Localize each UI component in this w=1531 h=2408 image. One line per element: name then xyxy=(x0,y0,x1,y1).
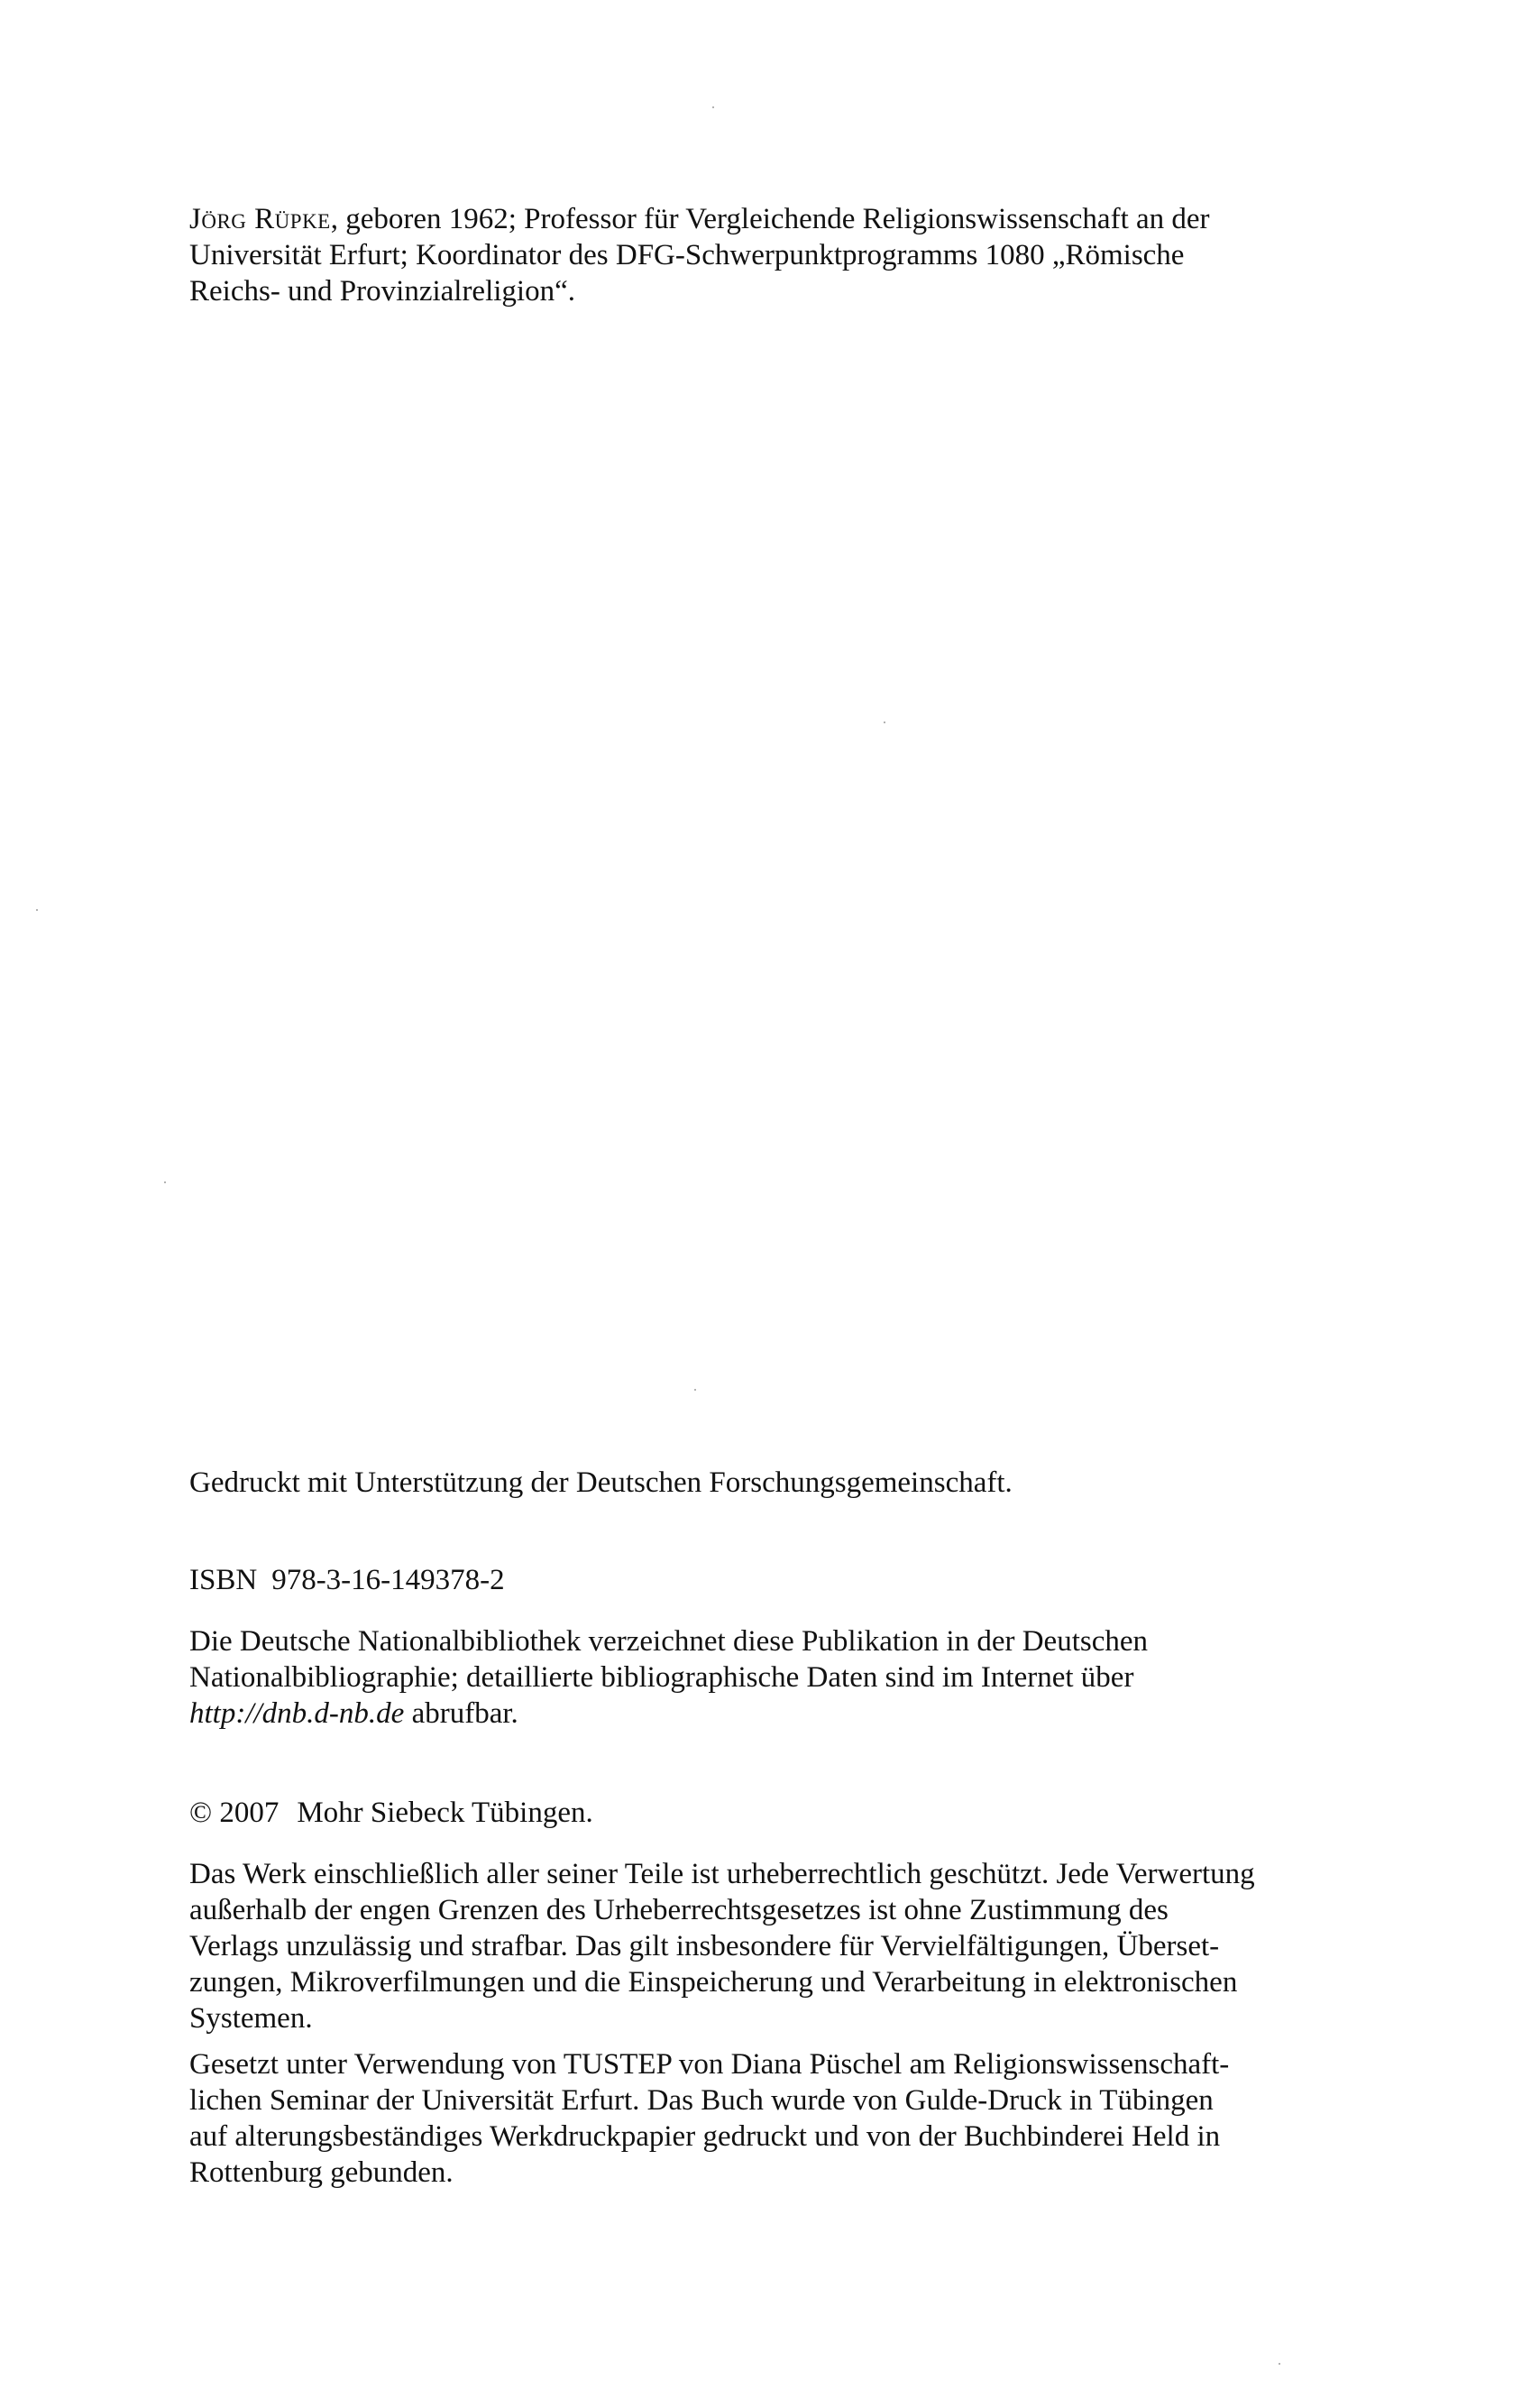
rights-notice-line: Verlags unzulässig und strafbar. Das gilt insbesondere für Vervielfältigungen, Überset- xyxy=(189,1930,1220,1962)
dnb-notice-line: Die Deutsche Nationalbibliothek verzeichnet diese Publikation in der Deutschen xyxy=(189,1625,1149,1658)
scan-speck xyxy=(694,1389,696,1391)
funding-note: Gedruckt mit Unterstützung der Deutschen Forschungsgemeinschaft. xyxy=(189,1466,1013,1499)
rights-notice xyxy=(189,1856,1389,2036)
author-bio-line: Reichs- und Provinzialreligion“. xyxy=(189,275,575,308)
scan-speck xyxy=(712,106,714,108)
isbn-line xyxy=(189,1562,1389,1598)
typesetting-notice-line: lichen Seminar der Universität Erfurt. Das Buch wurde von Gulde-Druck in Tübingen xyxy=(189,2084,1214,2117)
scan-speck xyxy=(884,721,885,723)
dnb-notice-suffix: abrufbar. xyxy=(404,1697,518,1730)
scan-speck xyxy=(36,909,38,911)
copyright-publisher: Mohr Siebeck Tübingen. xyxy=(297,1797,593,1829)
rights-notice-line: zungen, Mikroverfilmungen und die Einspeicherung und Verarbeitung in elektronischen xyxy=(189,1966,1238,1999)
copyright-year: © 2007 xyxy=(189,1797,280,1829)
author-bio-line xyxy=(189,201,1389,237)
typesetting-notice xyxy=(189,2046,1389,2191)
isbn-label: ISBN xyxy=(189,1564,258,1596)
author-bio xyxy=(189,201,1389,309)
typesetting-notice-line: Gesetzt unter Verwendung von TUSTEP von Diana Püschel am Religionswissenschaft- xyxy=(189,2048,1230,2081)
typesetting-notice-line: Rottenburg gebunden. xyxy=(189,2156,454,2189)
dnb-notice-line: Nationalbibliographie; detaillierte bibliographische Daten sind im Internet über xyxy=(189,1661,1134,1694)
dnb-notice-line xyxy=(189,1696,1389,1732)
author-bio-text: , geboren 1962; Professor für Vergleichende Religionswissenschaft an der xyxy=(330,203,1210,235)
rights-notice-line: Systemen. xyxy=(189,2002,313,2035)
rights-notice-line: außerhalb der engen Grenzen des Urheberrechtsgesetzes ist ohne Zustimmung des xyxy=(189,1894,1169,1926)
dnb-notice xyxy=(189,1623,1389,1732)
author-bio-line: Universität Erfurt; Koordinator des DFG-Schwerpunktprogramms 1080 „Römische xyxy=(189,239,1185,271)
typesetting-notice-line: auf alterungsbeständiges Werkdruckpapier gedruckt und von der Buchbinderei Held in xyxy=(189,2120,1221,2153)
scan-speck xyxy=(164,1181,166,1183)
author-name: Jörg Rüpke xyxy=(189,203,331,235)
copyright-line xyxy=(189,1795,1389,1831)
scan-speck xyxy=(1279,2363,1280,2365)
isbn-number: 978-3-16-149378-2 xyxy=(271,1564,505,1596)
rights-notice-line: Das Werk einschließlich aller seiner Teile ist urheberrechtlich geschützt. Jede Verwertung xyxy=(189,1858,1255,1890)
dnb-url-link[interactable]: http://dnb.d-nb.de xyxy=(189,1697,405,1730)
